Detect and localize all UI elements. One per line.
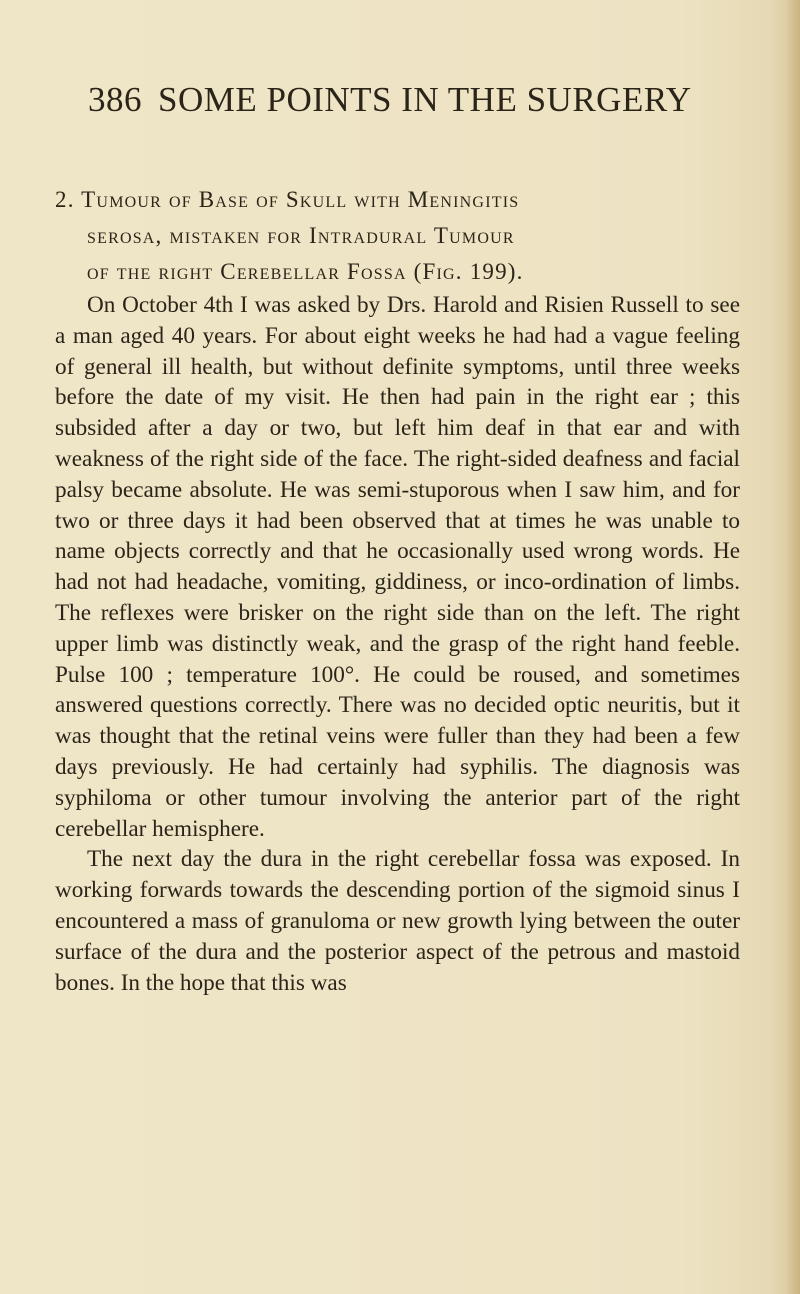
section-title-line-1: 2. Tumour of Base of Skull with Meningitis bbox=[55, 187, 520, 212]
page-number: 386 bbox=[88, 80, 142, 119]
paragraph-2: The next day the dura in the right cerebellar fossa was exposed. In working forwards towards the descending portion of the sigmoid sinus I encountered a mass of granuloma or new growth lying between the outer surface of the dura and the posterior aspect of the petrous and mastoid bones. In the hope that this was bbox=[55, 846, 740, 996]
body-text bbox=[55, 290, 740, 998]
page-edge-shadow bbox=[786, 0, 800, 1294]
section-title-line-3: of the right Cerebellar Fossa (Fig. 199). bbox=[87, 259, 524, 284]
paragraph-1: On October 4th I was asked by Drs. Harold and Risien Russell to see a man aged 40 years. For about eight weeks he had had a vague feeling of general ill health, but without definite symptoms, until three weeks before the date of my visit. He then had pain in the right ear ; this subsided after a day or two, but left him deaf in that ear and with weakness of the right side of the face. The right-sided deafness and facial palsy became absolute. He was semi-stuporous when I saw him, and for two or three days it had been observed that at times he was unable to name objects correctly and that he occasionally used wrong words. He had not had headache, vomiting, giddiness, or inco-ordination of limbs. The reflexes were brisker on the right side than on the left. The right upper limb was distinctly weak, and the grasp of the right hand feeble. Pulse 100 ; temperature 100°. He could be roused, and sometimes answered questions correctly. There was no decided optic neuritis, but it was thought that the retinal veins were fuller than they had been a few days previously. He had certainly had syphilis. The diagnosis was syphiloma or other tumour involving the anterior part of the right cerebellar hemisphere. bbox=[55, 292, 740, 842]
running-head bbox=[88, 80, 738, 120]
running-head-title: SOME POINTS IN THE SURGERY bbox=[158, 80, 692, 119]
section-title bbox=[55, 182, 745, 290]
section-title-line-2: serosa, mistaken for Intradural Tumour bbox=[87, 223, 515, 248]
